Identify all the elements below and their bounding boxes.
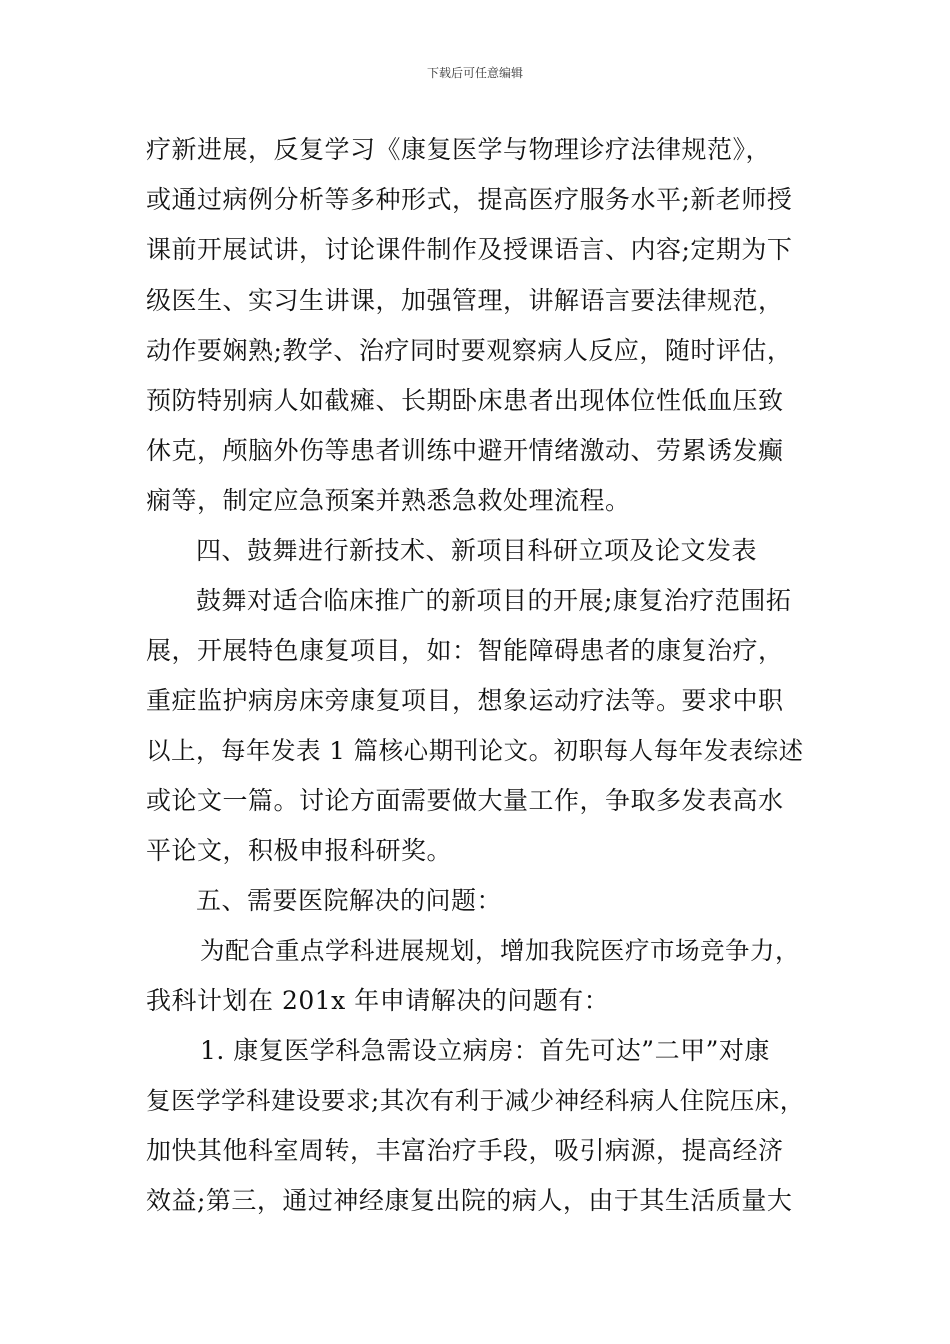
- text-line: 我科计划在 201x 年申请解决的问题有：: [146, 986, 610, 1015]
- section-heading: 五、需要医院解决的问题：: [196, 886, 503, 915]
- text-line: 课前开展试讲，讨论课件制作及授课语言、内容;定期为下: [146, 235, 793, 264]
- text-line: 预防特别病人如截瘫、长期卧床患者出现体位性低血压致: [146, 386, 784, 415]
- text-line: 或论文一篇。讨论方面需要做大量工作，争取多发表高水: [146, 786, 784, 815]
- text-line: 以上，每年发表 1 篇核心期刊论文。初职每人每年发表综述: [146, 736, 804, 765]
- text-line: 动作要娴熟;教学、治疗同时要观察病人反应，随时评估，: [146, 336, 793, 365]
- text-line: 重症监护病房床旁康复项目，想象运动疗法等。要求中职: [146, 686, 784, 715]
- text-line: 加快其他科室周转，丰富治疗手段，吸引病源，提高经济: [146, 1136, 784, 1165]
- text-line: 1. 康复医学科急需设立病房：首先可达”二甲”对康: [200, 1036, 770, 1065]
- text-line: 平论文，积极申报科研奖。: [146, 836, 453, 865]
- section-heading: 四、鼓舞进行新技术、新项目科研立项及论文发表: [196, 536, 758, 565]
- text-line: 痫等，制定应急预案并熟悉急救处理流程。: [146, 486, 631, 515]
- text-line: 复医学学科建设要求;其次有利于减少神经科病人住院压床，: [146, 1086, 805, 1115]
- text-line: 效益;第三，通过神经康复出院的病人，由于其生活质量大: [146, 1186, 793, 1215]
- text-line: 疗新进展，反复学习《康复医学与物理诊疗法律规范》，: [146, 135, 772, 164]
- text-line: 为配合重点学科进展规划，增加我院医疗市场竞争力，: [200, 936, 800, 965]
- text-line: 级医生、实习生讲课，加强管理，讲解语言要法律规范，: [146, 286, 784, 315]
- text-line: 鼓舞对适合临床推广的新项目的开展;康复治疗范围拓: [196, 586, 792, 615]
- text-line: 或通过病例分析等多种形式，提高医疗服务水平;新老师授: [146, 185, 793, 214]
- text-line: 休克，颅脑外伤等患者训练中避开情绪激动、劳累诱发癫: [146, 436, 784, 465]
- page-header: 下载后可任意编辑: [426, 66, 523, 80]
- text-line: 展，开展特色康复项目，如：智能障碍患者的康复治疗，: [146, 636, 784, 665]
